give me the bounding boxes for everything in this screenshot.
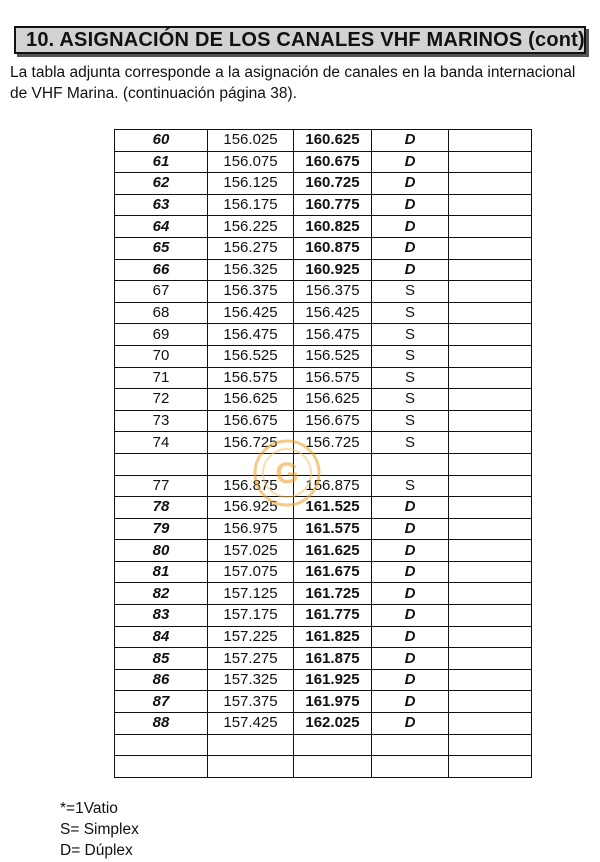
rx-frequency-cell: 161.825 xyxy=(294,626,372,648)
mode-cell: S xyxy=(372,324,449,346)
table-row xyxy=(115,367,532,389)
tx-frequency-cell: 157.275 xyxy=(208,648,294,670)
rx-frequency-cell: 161.725 xyxy=(294,583,372,605)
rx-frequency-cell: 161.575 xyxy=(294,518,372,540)
note-cell xyxy=(449,259,532,281)
legend-item-simplex: S= Simplex xyxy=(60,821,139,838)
table-row xyxy=(115,626,532,648)
note-cell xyxy=(449,540,532,562)
rx-frequency-cell: 156.875 xyxy=(294,475,372,497)
tx-frequency-cell xyxy=(208,453,294,475)
table-row xyxy=(115,561,532,583)
legend-item-duplex: D= Dúplex xyxy=(60,842,133,859)
channel-number-cell: 87 xyxy=(115,691,208,713)
intro-line-2: de VHF Marina. (continuación página 38). xyxy=(10,85,297,102)
table-row xyxy=(115,605,532,627)
mode-cell: D xyxy=(372,626,449,648)
note-cell xyxy=(449,648,532,670)
mode-cell: D xyxy=(372,194,449,216)
table-row xyxy=(115,518,532,540)
table-row xyxy=(115,713,532,735)
tx-frequency-cell: 156.025 xyxy=(208,130,294,152)
tx-frequency-cell: 157.425 xyxy=(208,713,294,735)
watermark-letter: G xyxy=(275,457,299,490)
tx-frequency-cell: 156.725 xyxy=(208,432,294,454)
mode-cell: D xyxy=(372,151,449,173)
legend-item-watt: *=1Vatio xyxy=(60,800,118,817)
note-cell xyxy=(449,518,532,540)
table-row xyxy=(115,432,532,454)
note-cell xyxy=(449,130,532,152)
tx-frequency-cell: 156.475 xyxy=(208,324,294,346)
tx-frequency-cell: 156.875 xyxy=(208,475,294,497)
note-cell xyxy=(449,734,532,756)
channel-number-cell: 78 xyxy=(115,497,208,519)
rx-frequency-cell xyxy=(294,756,372,778)
table-row xyxy=(115,173,532,195)
tx-frequency-cell: 156.125 xyxy=(208,173,294,195)
note-cell xyxy=(449,345,532,367)
tx-frequency-cell: 156.625 xyxy=(208,389,294,411)
intro-line-1: La tabla adjunta corresponde a la asignación de canales en la banda internacional xyxy=(10,64,576,81)
note-cell xyxy=(449,583,532,605)
channel-number-cell: 84 xyxy=(115,626,208,648)
mode-cell: S xyxy=(372,281,449,303)
rx-frequency-cell: 161.675 xyxy=(294,561,372,583)
tx-frequency-cell: 157.125 xyxy=(208,583,294,605)
mode-cell: S xyxy=(372,345,449,367)
table-row xyxy=(115,453,532,475)
table-row xyxy=(115,540,532,562)
mode-cell: D xyxy=(372,648,449,670)
tx-frequency-cell: 157.075 xyxy=(208,561,294,583)
note-cell xyxy=(449,497,532,519)
channel-number-cell: 69 xyxy=(115,324,208,346)
note-cell xyxy=(449,151,532,173)
note-cell xyxy=(449,367,532,389)
table-row xyxy=(115,237,532,259)
channel-number-cell: 77 xyxy=(115,475,208,497)
channel-number-cell: 70 xyxy=(115,345,208,367)
rx-frequency-cell: 156.575 xyxy=(294,367,372,389)
rx-frequency-cell: 160.725 xyxy=(294,173,372,195)
table-row xyxy=(115,475,532,497)
tx-frequency-cell: 156.575 xyxy=(208,367,294,389)
note-cell xyxy=(449,281,532,303)
mode-cell: S xyxy=(372,389,449,411)
tx-frequency-cell: 156.975 xyxy=(208,518,294,540)
table-row xyxy=(115,259,532,281)
channel-number-cell: 65 xyxy=(115,237,208,259)
note-cell xyxy=(449,216,532,238)
table-row xyxy=(115,648,532,670)
table-row xyxy=(115,345,532,367)
tx-frequency-cell: 157.025 xyxy=(208,540,294,562)
note-cell xyxy=(449,410,532,432)
table-row xyxy=(115,669,532,691)
tx-frequency-cell: 157.225 xyxy=(208,626,294,648)
rx-frequency-cell: 161.975 xyxy=(294,691,372,713)
tx-frequency-cell: 156.225 xyxy=(208,216,294,238)
mode-cell: D xyxy=(372,561,449,583)
rx-frequency-cell: 160.875 xyxy=(294,237,372,259)
rx-frequency-cell: 156.725 xyxy=(294,432,372,454)
note-cell xyxy=(449,173,532,195)
rx-frequency-cell: 156.375 xyxy=(294,281,372,303)
table-row xyxy=(115,734,532,756)
channel-number-cell: 88 xyxy=(115,713,208,735)
rx-frequency-cell: 161.925 xyxy=(294,669,372,691)
tx-frequency-cell: 156.675 xyxy=(208,410,294,432)
note-cell xyxy=(449,605,532,627)
rx-frequency-cell: 156.625 xyxy=(294,389,372,411)
rx-frequency-cell: 161.875 xyxy=(294,648,372,670)
mode-cell: D xyxy=(372,497,449,519)
tx-frequency-cell xyxy=(208,756,294,778)
mode-cell: S xyxy=(372,432,449,454)
rx-frequency-cell: 156.525 xyxy=(294,345,372,367)
section-header xyxy=(14,26,586,54)
mode-cell: D xyxy=(372,691,449,713)
mode-cell xyxy=(372,756,449,778)
channel-number-cell: 68 xyxy=(115,302,208,324)
tx-frequency-cell: 157.375 xyxy=(208,691,294,713)
rx-frequency-cell: 160.675 xyxy=(294,151,372,173)
mode-cell: D xyxy=(372,130,449,152)
channel-table xyxy=(114,129,532,778)
table-row xyxy=(115,324,532,346)
mode-cell: S xyxy=(372,410,449,432)
channel-number-cell: 80 xyxy=(115,540,208,562)
note-cell xyxy=(449,432,532,454)
tx-frequency-cell: 156.175 xyxy=(208,194,294,216)
channel-number-cell xyxy=(115,734,208,756)
channel-number-cell: 60 xyxy=(115,130,208,152)
tx-frequency-cell xyxy=(208,734,294,756)
intro-paragraph xyxy=(10,62,590,104)
rx-frequency-cell: 156.675 xyxy=(294,410,372,432)
mode-cell: D xyxy=(372,669,449,691)
rx-frequency-cell: 160.925 xyxy=(294,259,372,281)
rx-frequency-cell: 161.525 xyxy=(294,497,372,519)
channel-table-body xyxy=(115,130,532,778)
note-cell xyxy=(449,475,532,497)
mode-cell: D xyxy=(372,583,449,605)
channel-number-cell: 71 xyxy=(115,367,208,389)
note-cell xyxy=(449,713,532,735)
tx-frequency-cell: 156.325 xyxy=(208,259,294,281)
mode-cell: D xyxy=(372,173,449,195)
channel-number-cell: 81 xyxy=(115,561,208,583)
tx-frequency-cell: 156.075 xyxy=(208,151,294,173)
channel-number-cell: 72 xyxy=(115,389,208,411)
mode-cell: D xyxy=(372,216,449,238)
tx-frequency-cell: 157.175 xyxy=(208,605,294,627)
section-title: 10. ASIGNACIÓN DE LOS CANALES VHF MARINOS (cont) xyxy=(26,29,585,51)
channel-number-cell: 86 xyxy=(115,669,208,691)
note-cell xyxy=(449,626,532,648)
rx-frequency-cell: 156.425 xyxy=(294,302,372,324)
tx-frequency-cell: 156.425 xyxy=(208,302,294,324)
channel-number-cell: 63 xyxy=(115,194,208,216)
note-cell xyxy=(449,389,532,411)
mode-cell xyxy=(372,734,449,756)
tx-frequency-cell: 156.275 xyxy=(208,237,294,259)
rx-frequency-cell xyxy=(294,734,372,756)
channel-number-cell xyxy=(115,453,208,475)
rx-frequency-cell: 162.025 xyxy=(294,713,372,735)
table-row xyxy=(115,497,532,519)
table-row xyxy=(115,281,532,303)
channel-number-cell: 83 xyxy=(115,605,208,627)
rx-frequency-cell: 160.775 xyxy=(294,194,372,216)
mode-cell: S xyxy=(372,475,449,497)
rx-frequency-cell: 160.825 xyxy=(294,216,372,238)
mode-cell: S xyxy=(372,302,449,324)
channel-number-cell xyxy=(115,756,208,778)
note-cell xyxy=(449,756,532,778)
channel-number-cell: 74 xyxy=(115,432,208,454)
channel-number-cell: 82 xyxy=(115,583,208,605)
rx-frequency-cell: 160.625 xyxy=(294,130,372,152)
table-row xyxy=(115,410,532,432)
mode-cell: D xyxy=(372,540,449,562)
table-row xyxy=(115,194,532,216)
table-row xyxy=(115,216,532,238)
note-cell xyxy=(449,669,532,691)
note-cell xyxy=(449,691,532,713)
note-cell xyxy=(449,237,532,259)
rx-frequency-cell: 161.775 xyxy=(294,605,372,627)
tx-frequency-cell: 156.375 xyxy=(208,281,294,303)
table-row xyxy=(115,151,532,173)
table-row xyxy=(115,389,532,411)
tx-frequency-cell: 156.925 xyxy=(208,497,294,519)
mode-cell: D xyxy=(372,713,449,735)
mode-cell xyxy=(372,453,449,475)
table-row xyxy=(115,583,532,605)
note-cell xyxy=(449,324,532,346)
table-row xyxy=(115,130,532,152)
legend xyxy=(60,798,139,861)
mode-cell: D xyxy=(372,259,449,281)
channel-number-cell: 85 xyxy=(115,648,208,670)
channel-number-cell: 79 xyxy=(115,518,208,540)
channel-number-cell: 73 xyxy=(115,410,208,432)
note-cell xyxy=(449,453,532,475)
channel-number-cell: 61 xyxy=(115,151,208,173)
channel-number-cell: 66 xyxy=(115,259,208,281)
table-row xyxy=(115,691,532,713)
tx-frequency-cell: 157.325 xyxy=(208,669,294,691)
note-cell xyxy=(449,194,532,216)
channel-number-cell: 64 xyxy=(115,216,208,238)
note-cell xyxy=(449,561,532,583)
note-cell xyxy=(449,302,532,324)
mode-cell: S xyxy=(372,367,449,389)
channel-number-cell: 67 xyxy=(115,281,208,303)
tx-frequency-cell: 156.525 xyxy=(208,345,294,367)
rx-frequency-cell: 156.475 xyxy=(294,324,372,346)
table-row xyxy=(115,302,532,324)
channel-number-cell: 62 xyxy=(115,173,208,195)
mode-cell: D xyxy=(372,605,449,627)
mode-cell: D xyxy=(372,518,449,540)
rx-frequency-cell: 161.625 xyxy=(294,540,372,562)
table-row xyxy=(115,756,532,778)
rx-frequency-cell xyxy=(294,453,372,475)
mode-cell: D xyxy=(372,237,449,259)
